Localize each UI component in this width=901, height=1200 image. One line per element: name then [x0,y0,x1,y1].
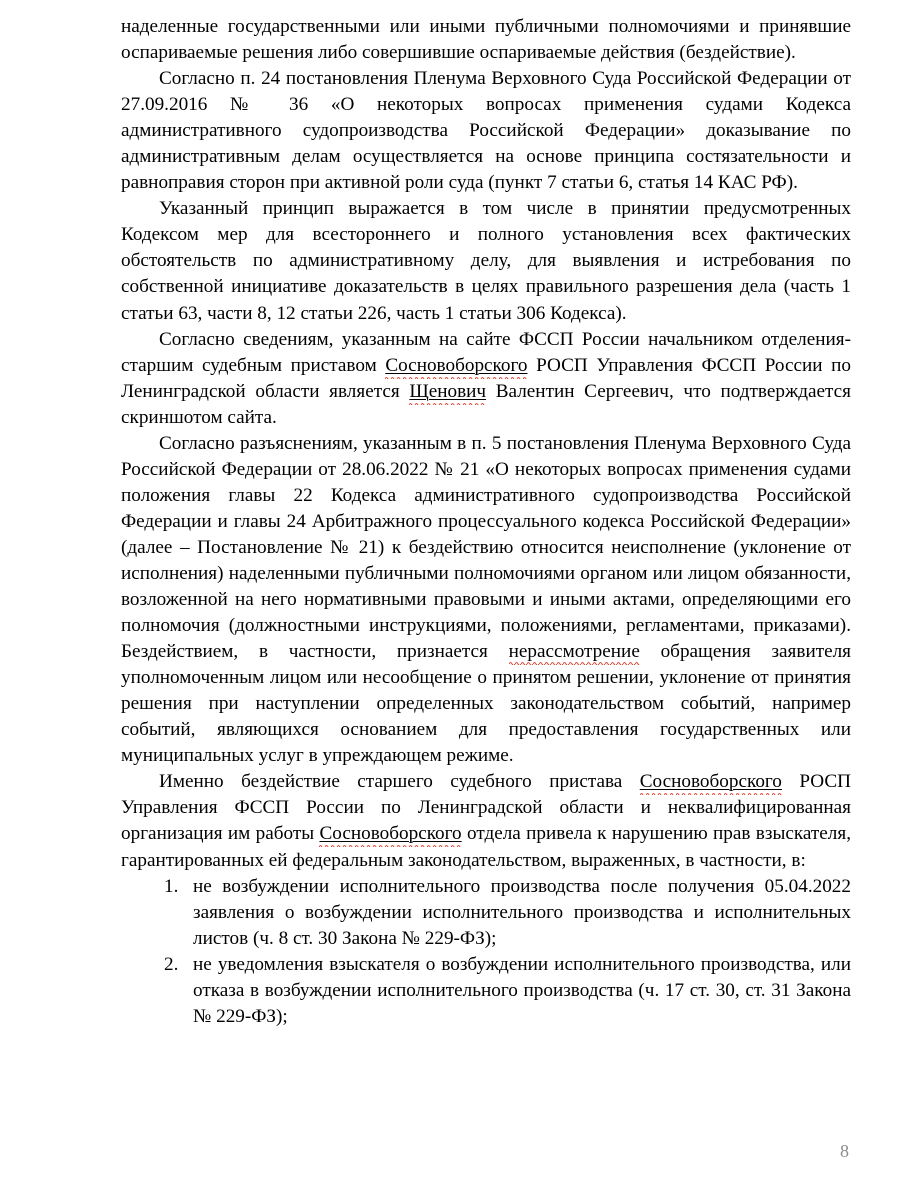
paragraph-continuation: наделенные государственными или иными публичными полномочиями и принявшие оспариваемые решения либо совершившие оспариваемые действия (бездействие). [121,16,851,64]
numbered-list [121,874,851,1030]
list-item-marker: 2. [164,953,179,975]
spellcheck-flagged-word: Щенович [409,381,486,405]
list-item-marker: 1. [164,875,179,897]
list-item [121,874,851,952]
spellcheck-flagged-word: Сосновоборского [640,771,782,795]
spellcheck-flagged-word: нерассмотрение [509,641,640,665]
page-number: 8 [840,1141,849,1161]
list-item-text: не уведомления взыскателя о возбуждении исполнительного производства, или отказа в возбуждении исполнительного производства (ч. 17 ст. 30, ст. 31 Закона № 229-ФЗ); [193,953,851,1027]
spellcheck-flagged-word: Сосновоборского [385,355,527,379]
paragraph: Именно бездействие старшего судебного пристава Сосновоборского РОСП Управления ФССП России по Ленинградской области и неквалифицированная организация им работы Сосновоборского отдела привела к нарушению прав взыскателя, гарантированных ей федеральным законодательством, выраженных, в частности, в: [121,771,851,871]
list-item-text: не возбуждении исполнительного производства после получения 05.04.2022 заявления о возбуждении исполнительного производства и исполнительных листов (ч. 8 ст. 30 Закона № 229-ФЗ); [193,875,851,949]
paragraph: Согласно п. 24 постановления Пленума Верховного Суда Российской Федерации от 27.09.2016 № 36 «О некоторых вопросах применения судами Кодекса административного судопроизводства Российской Федерации» доказывание по административным делам осуществляется на основе принципа состязательности и равноправия сторон при активной роли суда (пункт 7 статьи 6, статья 14 КАС РФ). [121,68,851,194]
list-item [121,952,851,1030]
document-body [121,14,851,1030]
paragraph: Согласно разъяснениям, указанным в п. 5 постановления Пленума Верховного Суда Российской Федерации от 28.06.2022 № 21 «О некоторых вопросах применения судами положения главы 22 Кодекса административного судопроизводства Российской Федерации и главы 24 Арбитражного процессуального кодекса Российской Федерации» (далее – Постановление № 21) к бездействию относится неисполнение (уклонение от исполнения) наделенными публичными полномочиями органом или лицом обязанности, возложенной на него нормативными правовыми и иными актами, определяющими его полномочия (должностными инструкциями, положениями, регламентами, приказами). Бездействием, в частности, признается нерассмотрение обращения заявителя уполномоченным лицом или несообщение о принятом решении, уклонение от принятия решения при наступлении определенных законодательством событий, например событий, являющихся основанием для предоставления государственных или муниципальных услуг в упреждающем режиме. [121,432,852,767]
spellcheck-flagged-word: Сосновоборского [319,823,461,847]
paragraph: Согласно сведениям, указанным на сайте ФССП России начальником отделения-старшим судебным приставом Сосновоборского РОСП Управления ФССП России по Ленинградской области является Щенович Валентин Сергеевич, что подтверждается скриншотом сайта. [121,328,851,428]
paragraph: Указанный принцип выражается в том числе в принятии предусмотренных Кодексом мер для всестороннего и полного установления всех фактических обстоятельств по административному делу, для выявления и истребования по собственной инициативе доказательств в целях правильного разрешения дела (часть 1 статьи 63, части 8, 12 статьи 226, часть 1 статьи 306 Кодекса). [121,198,851,324]
